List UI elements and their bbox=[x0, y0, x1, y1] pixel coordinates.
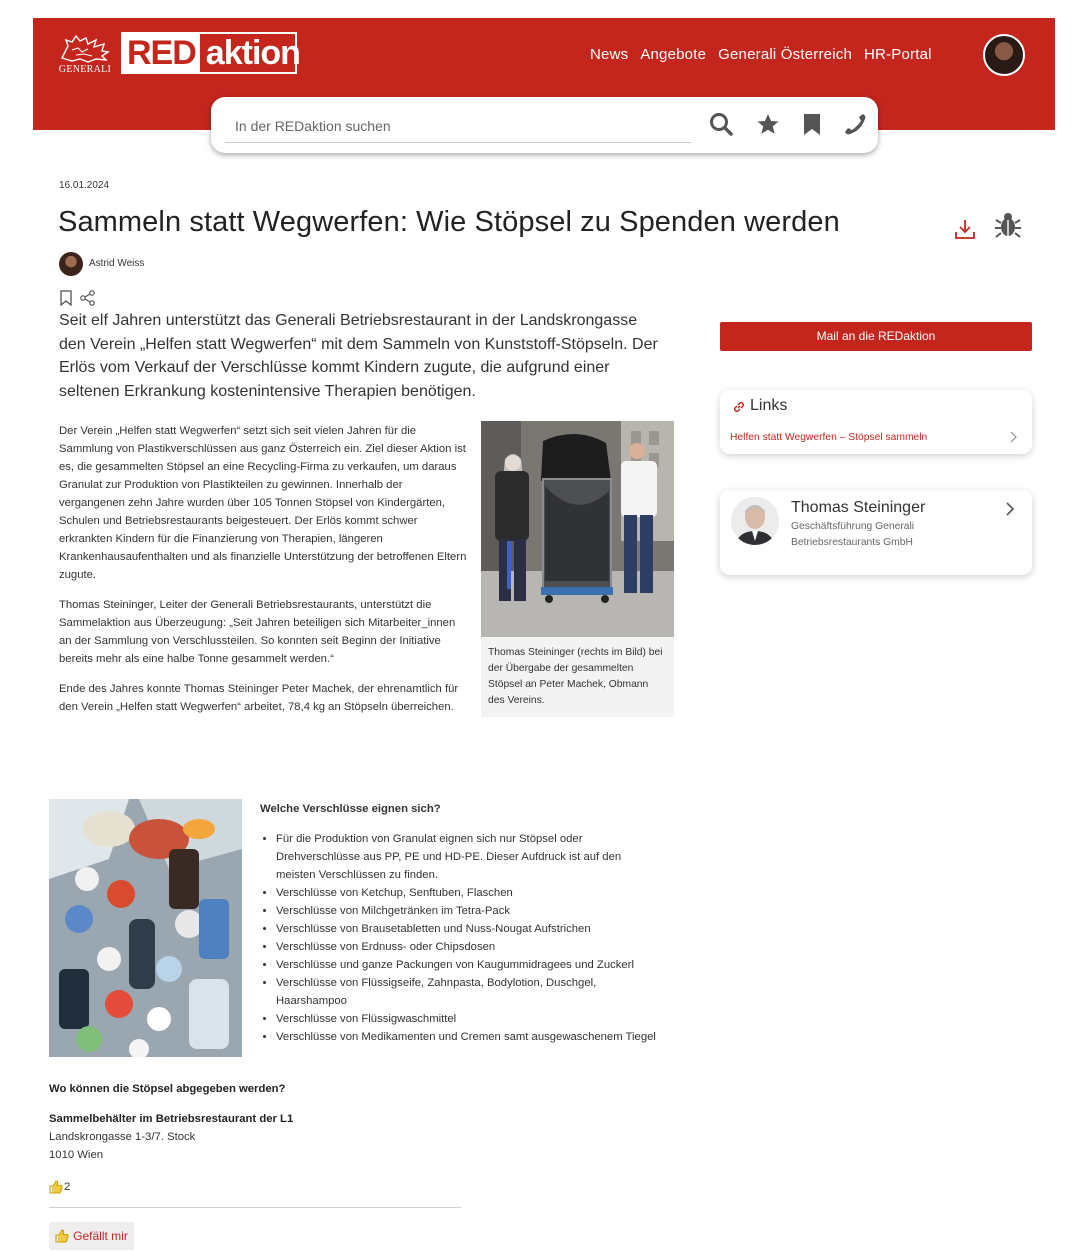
location-city: 1010 Wien bbox=[49, 1149, 104, 1161]
phone-icon[interactable] bbox=[842, 111, 868, 137]
nav-angebote[interactable]: Angebote bbox=[640, 46, 707, 63]
likes-count: 2 bbox=[64, 1181, 71, 1193]
mail-redaktion-button[interactable]: Mail an die REDaktion bbox=[720, 322, 1032, 351]
link-helfen-statt-wegwerfen[interactable]: Helfen statt Wegwerfen – Stöpsel sammeln bbox=[730, 432, 928, 443]
link-icon bbox=[732, 400, 746, 414]
bug-icon[interactable] bbox=[995, 211, 1021, 239]
thumbs-up-icon bbox=[55, 1229, 69, 1243]
star-icon[interactable] bbox=[755, 111, 781, 137]
like-counter bbox=[49, 1180, 70, 1194]
author-avatar[interactable] bbox=[59, 252, 83, 276]
article-paragraph: Thomas Steininger, Leiter der Generali Betriebsrestaurants, unterstützt die Sammelaktion aus Überzeugung: „Seit Jahren beteiligen sich Mitarbeiter_innen an der Sammlung von Verschlussteilen. So konnten seit Beginn der Initiative bereits mehr als eine halbe Tonne gesammelt werden.“ bbox=[59, 599, 456, 665]
suitable-caps-list bbox=[276, 830, 660, 1046]
list-item: • Verschlüsse von Ketchup, Senftuben, Flaschen bbox=[276, 884, 660, 902]
list-item: • Für die Produktion von Granulat eignen sich nur Stöpsel oder Drehverschlüsse aus PP, PE und HD-PE. Dieser Aufdruck ist auf den meisten Verschlüssen zu finden. bbox=[276, 830, 660, 884]
location-address: Landskrongasse 1-3/7. Stock bbox=[49, 1131, 196, 1143]
links-card bbox=[720, 390, 1032, 454]
main-nav bbox=[590, 46, 932, 63]
dropoff-heading: Wo können die Stöpsel abgegeben werden? bbox=[49, 1083, 286, 1095]
nav-hr-portal[interactable]: HR-Portal bbox=[864, 46, 932, 63]
suitable-caps-block bbox=[260, 799, 660, 1046]
bottle-caps-photo[interactable] bbox=[49, 799, 242, 1057]
list-item: • Verschlüsse von Brausetabletten und Nuss-Nougat Aufstrichen bbox=[276, 920, 660, 938]
thumbs-up-icon bbox=[49, 1180, 63, 1194]
article-paragraph: Der Verein „Helfen statt Wegwerfen“ setzt sich seit vielen Jahren für die Sammlung von Plastikverschlüssen aus ganz Österreich ein. Ziel dieser Aktion ist es, die gesammelten Stöpsel an eine Recycling-Firma zu verkaufen, um daraus Granulat zur Produktion von Plastikteilen zu gewinnen. Innerhalb der vergangenen zehn Jahre wurden über 105 Tonnen Stöpsel von Kindergärten, Schulen und Betriebsrestaurants beigesteuert. Der Erlös kommt schwer erkrankten Kindern für die Finanzierung von Therapien, längeren Krankenhausaufenthalten und als finanzielle Unterstützung der betroffenen Eltern zugute. bbox=[59, 425, 467, 581]
article-date: 16.01.2024 bbox=[59, 180, 110, 191]
list-item: • Verschlüsse und ganze Packungen von Kaugummidragees und Zuckerl bbox=[276, 956, 660, 974]
lion-icon bbox=[58, 32, 112, 64]
chevron-right-icon[interactable] bbox=[1004, 500, 1016, 518]
photo-caption: Thomas Steininger (rechts im Bild) bei der Übergabe der gesammelten Stöpsel an Peter Machek, Obmann des Vereins. bbox=[488, 647, 663, 706]
article-title: Sammeln statt Wegwerfen: Wie Stöpsel zu Spenden werden bbox=[58, 206, 840, 238]
user-avatar[interactable] bbox=[983, 34, 1025, 76]
handover-photo[interactable] bbox=[481, 421, 674, 637]
list-title: Welche Verschlüsse eignen sich? bbox=[260, 803, 441, 815]
bookmark-icon[interactable] bbox=[799, 111, 825, 137]
contact-avatar bbox=[731, 497, 779, 545]
like-button[interactable] bbox=[49, 1222, 134, 1250]
redaktion-logo[interactable] bbox=[121, 32, 300, 74]
generali-wordmark: GENERALI bbox=[58, 64, 112, 75]
author-name[interactable]: Astrid Weiss bbox=[89, 258, 145, 269]
bookmark-article-icon[interactable] bbox=[59, 290, 73, 306]
list-item: • Verschlüsse von Flüssigseife, Zahnpasta, Bodylotion, Duschgel, Haarshampoo bbox=[276, 974, 660, 1010]
article-figure bbox=[481, 421, 674, 717]
logo-red-part: RED bbox=[123, 34, 200, 72]
list-item: • Verschlüsse von Milchgetränken im Tetra-Pack bbox=[276, 902, 660, 920]
divider bbox=[49, 1207, 461, 1208]
contact-card[interactable] bbox=[720, 490, 1032, 575]
article-body bbox=[59, 422, 469, 728]
links-title: Links bbox=[750, 397, 788, 414]
contact-name: Thomas Steininger bbox=[791, 499, 926, 516]
search-bar bbox=[211, 97, 878, 153]
article-paragraph: Ende des Jahres konnte Thomas Steininger Peter Machek, der ehrenamtlich für den Verein „Helfen statt Wegwerfen“ arbeitet, 78,4 kg an Stöpseln überreichen. bbox=[59, 683, 459, 713]
nav-news[interactable]: News bbox=[590, 46, 629, 63]
generali-lion-logo[interactable] bbox=[58, 32, 112, 76]
list-item: • Verschlüsse von Flüssigwaschmittel bbox=[276, 1010, 660, 1028]
share-icon[interactable] bbox=[79, 290, 96, 306]
list-item: • Verschlüsse von Erdnuss- oder Chipsdosen bbox=[276, 938, 660, 956]
chevron-right-icon[interactable] bbox=[1008, 430, 1018, 444]
like-button-label: Gefällt mir bbox=[73, 1229, 128, 1243]
logo-aktion-part: aktion bbox=[205, 34, 300, 72]
list-item: • Verschlüsse von Medikamenten und Cremen samt ausgewaschenem Tiegel bbox=[276, 1028, 660, 1046]
download-icon[interactable] bbox=[953, 217, 977, 241]
search-icon[interactable] bbox=[708, 111, 734, 137]
search-input[interactable] bbox=[225, 109, 691, 143]
contact-role: Geschäftsführung Generali Betriebsrestaurants GmbH bbox=[791, 521, 915, 548]
nav-generali-oesterreich[interactable]: Generali Österreich bbox=[718, 46, 852, 63]
location-title: Sammelbehälter im Betriebsrestaurant der L1 bbox=[49, 1113, 294, 1125]
article-lead: Seit elf Jahren unterstützt das Generali Betriebsrestaurant in der Landskrongasse den Verein „Helfen statt Wegwerfen“ mit dem Sammeln von Kunststoff-Stöpseln. Der Erlös vom Verkauf der Verschlüsse kommt Kindern zugute, die aufgrund einer seltenen Erkrankung kostenintensive Therapien benötigen. bbox=[59, 312, 658, 400]
